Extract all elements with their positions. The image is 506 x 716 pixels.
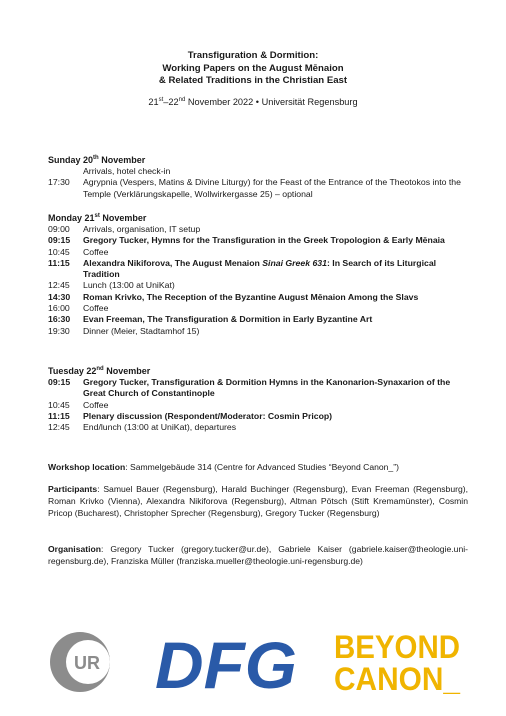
schedule-row: 12:45 Lunch (13:00 at UniKat) [48,280,175,291]
schedule-row: 16:00 Coffee [48,303,109,314]
schedule-row-talk: 09:15 Gregory Tucker, Hymns for the Transfiguration in the Greek Tropologion & Early Mēnaia [48,235,445,246]
schedule-row-talk: 09:15 Gregory Tucker, Transfiguration & Dormition Hymns in the Kanonarion-Synaxarion of the Great Church of Constantinople [48,377,451,399]
day-heading: Sunday 20th November [48,155,146,165]
beyond-logo-line: CANON_ [334,661,462,696]
beyond-canon-logo [334,629,461,696]
sunday-section [48,154,468,200]
schedule-row-talk: 11:15 Plenary discussion (Respondent/Moderator: Cosmin Pricop) [48,410,333,421]
ur-logo-text: UR [74,653,100,673]
schedule-row-talk: 16:30 Evan Freeman, The Transfiguration & Dormition in Early Byzantine Art [48,314,373,325]
tuesday-section [48,365,468,433]
title-line: Working Papers on the August Mēnaion [162,62,344,74]
dfg-logo-text: DFG [155,628,297,696]
monday-section [48,212,468,337]
schedule-row-talk: 14:30 Roman Krivko, The Reception of the Byzantine August Mēnaion Among the Slavs [48,291,419,302]
document-title [0,50,506,88]
schedule-row: 17:30 Agrypnia (Vespers, Matins & Divine Liturgy) for the Feast of the Entrance of the Theotokos into the Temple (Verklärungskapelle, Wollwirkergasse 25) – optional [48,177,461,199]
workshop-location: Workshop location: Sammelgebäude 314 (Centre for Advanced Studies “Beyond Canon_”) [48,462,399,472]
participants: Participants: Samuel Bauer (Regensburg), Harald Buchinger (Regensburg), Evan Freeman (Regensburg), Roman Krivko (Vienna), Alexandra Nikiforova (Regensburg), Altman Pötsch (Stift Kremamünster), Cosmin Pricop (Bucharest), Christopher Sprecher (Regensburg), Gregory Tucker (Regensburg) [48,484,468,518]
schedule-row: 19:30 Dinner (Meier, Stadtamhof 15) [48,325,200,336]
schedule-row: 12:45 End/lunch (13:00 at UniKat), departures [48,422,237,433]
schedule-row-talk: 11:15 Alexandra Nikiforova, The August Menaion Sinai Greek 631: In Search of its Liturgical Tradition [48,257,437,280]
organisation: Organisation: Gregory Tucker (gregory.tucker@ur.de), Gabriele Kaiser (gabriele.kaiser@theologie.uni-regensburg.de), Franziska Müller (franziska.mueller@theologie.uni-regensburg.de) [48,544,468,566]
ur-logo [50,632,110,692]
day-heading: Monday 21st November [48,213,147,223]
schedule-row: 10:45 Coffee [48,399,109,410]
schedule-row: 10:45 Coffee [48,246,109,257]
dfg-logo [155,628,297,696]
logo-bar [0,628,506,696]
beyond-logo-line: BEYOND [334,629,460,665]
day-heading: Tuesday 22nd November [48,366,151,376]
title-line: & Related Traditions in the Christian East [158,75,348,86]
event-date: 21st–22nd November 2022 • Universität Regensburg [148,97,358,107]
title-line: Transfiguration & Dormition: [187,50,319,61]
schedule-row: Arrivals, hotel check-in [83,166,171,176]
schedule-row: 09:00 Arrivals, organisation, IT setup [48,224,201,234]
